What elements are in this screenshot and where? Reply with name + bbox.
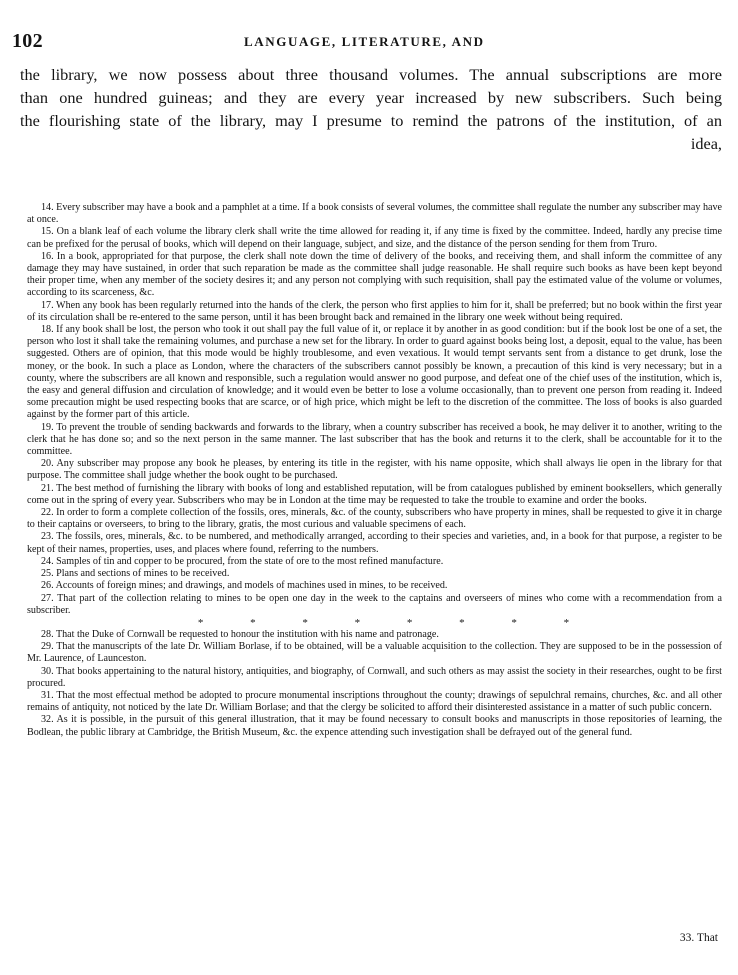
- rule-item: 18. If any book shall be lost, the person who took it out shall pay the full value of it, or replace it by another in as good condition: but if the book lost be one of a set, the person who lost it shall take the remaining volumes, and purchase a new set for the library. In order to guard against books being lost, a deposit, equal to the value, has been suggested. Others are of opinion, that this mode would be highly troublesome, and even vexatious. It would tempt servants sent from a distance to get drunk, lose the money, or the book. In such a place as London, where the characters of the subscribers cannot possibly be known, a precaution of this kind is very necessary; but in a county, where the subscribers are all known and responsible, such a regulation would answer no good purpose, and defeat one of the chief uses of the institution, which is, the easy and general diffusion and circulation of knowledge; and it would even be better to lose a volume occasionally, than to prevent one person from reading it. Indeed some precaution might be used respecting books that are scarce, or of high price, which might be left to the discretion of the committee. The loss of books is also guarded against by the former part of this article.: [27, 324, 722, 421]
- body-line: than one hundred guineas; and they are every year increased by new subscribers. Such being: [20, 88, 722, 107]
- page-header: [12, 30, 724, 54]
- rule-item: 15. On a blank leaf of each volume the library clerk shall write the time allowed for reading it, if any time is fixed by the committee. Indeed, hardly any precise time can be prefixed for the perusal of books, which will depend on their language, subject, and size, and the distance of the person sending for them from Truro.: [27, 226, 722, 250]
- rule-item: 23. The fossils, ores, minerals, &c. to be numbered, and methodically arranged, according to their species and varieties, and, in a book for that purpose, a register to be kept of their names, properties, uses, and places where found, referring to the numbers.: [27, 531, 722, 555]
- section-asterisks: * * * * * * * *: [197, 616, 592, 629]
- rule-item: 30. That books appertaining to the natural history, antiquities, and biography, of Cornwall, and such others as may assist the society in their researches, ought to be first procured.: [27, 665, 722, 689]
- rule-item: 16. In a book, appropriated for that purpose, the clerk shall note down the time of delivery of the books, and receiving them, and shall inform the committee of any damage they may have sustained, in order that such reparation be made as the committee shall judge reasonable. He shall require such books as have been kept beyond their proper time, when any member of the society desires it; and any person not complying with such requisition, shall pay the estimated value of the volume or volumes, according to its scarceness, &c.: [27, 250, 722, 299]
- library-rules: [27, 202, 722, 739]
- rule-item: 22. In order to form a complete collection of the fossils, ores, minerals, &c. of the county, subscribers who have property in mines, shall be requested to give it in charge to their captains or overseers, to bring to the library, gratis, the most curious and valuable specimens of each.: [27, 507, 722, 531]
- body-line: the library, we now possess about three thousand volumes. The annual subscriptions are more: [20, 65, 722, 84]
- rule-item: 20. Any subscriber may propose any book he pleases, by entering its title in the register, with his name opposite, which shall always lie open in the library for that purpose. The committee shall judge whether the book ought to be purchased.: [27, 458, 722, 482]
- page-number: 102: [12, 30, 43, 52]
- rule-item: 25. Plans and sections of mines to be received.: [41, 568, 230, 580]
- rule-item: 28. That the Duke of Cornwall be requested to honour the institution with his name and patronage.: [41, 628, 439, 640]
- rule-item: 32. As it is possible, in the pursuit of this general illustration, that it may be found necessary to consult books and manuscripts in those repositories of learning, the Bodlean, the public library at Cambridge, the British Museum, &c. the expence attending such investigation shall be defrayed out of the general fund.: [27, 714, 722, 738]
- rule-item: 17. When any book has been regularly returned into the hands of the clerk, the person who first applies to him for it, shall be preferred; but no book within the first year of its circulation shall be re-entered to the same person, until it has been brought back and remained in the library one week without being required.: [27, 299, 722, 323]
- rule-item: 27. That part of the collection relating to mines to be open one day in the week to the captains and overseers of mines who come with a recommendation from a subscriber.: [27, 592, 722, 616]
- rule-item: 14. Every subscriber may have a book and a pamphlet at a time. If a book consists of several volumes, the committee shall regulate the number any subscriber may have at once.: [27, 202, 722, 226]
- running-head: LANGUAGE, LITERATURE, AND: [244, 34, 485, 49]
- catchword: 33. That: [679, 932, 718, 944]
- rule-item: 19. To prevent the trouble of sending backwards and forwards to the library, when a country subscriber has received a book, he may deliver it to another, writing to the clerk that he has done so; and so the next person in the same manner. The last subscriber that has the book and returns it to the clerk, shall be accountable for it to the committee.: [27, 421, 722, 458]
- body-line: the flourishing state of the library, may I presume to remind the patrons of the institution, of an: [20, 111, 722, 130]
- rule-item: 24. Samples of tin and copper to be procured, from the state of ore to the most refined manufacture.: [41, 555, 444, 567]
- body-line: idea,: [690, 134, 722, 153]
- rule-item: 21. The best method of furnishing the library with books of long and established reputation, will be from catalogues published by eminent booksellers, which generally come out in the spring of every year. Subscribers who may be in London at the time may be requested to take the trouble to examine and order the books.: [27, 482, 722, 506]
- rule-item: 31. That the most effectual method be adopted to procure monumental inscriptions throughout the county; drawings of sepulchral remains, churches, &c. and all other remains of antiquity, not noticed by the late Dr. William Borlase; and that the clergy be solicited to afford their disinterested assistance in a matter of such public concern.: [27, 689, 722, 714]
- rule-item: 26. Accounts of foreign mines; and drawings, and models of machines used in mines, to be received.: [41, 580, 448, 592]
- body-paragraph: [20, 63, 722, 155]
- rule-item: 29. That the manuscripts of the late Dr. William Borlase, if to be obtained, will be a valuable acquisition to the collection. They are supposed to be in the possession of Mr. Laurence, of Launceston.: [27, 641, 722, 665]
